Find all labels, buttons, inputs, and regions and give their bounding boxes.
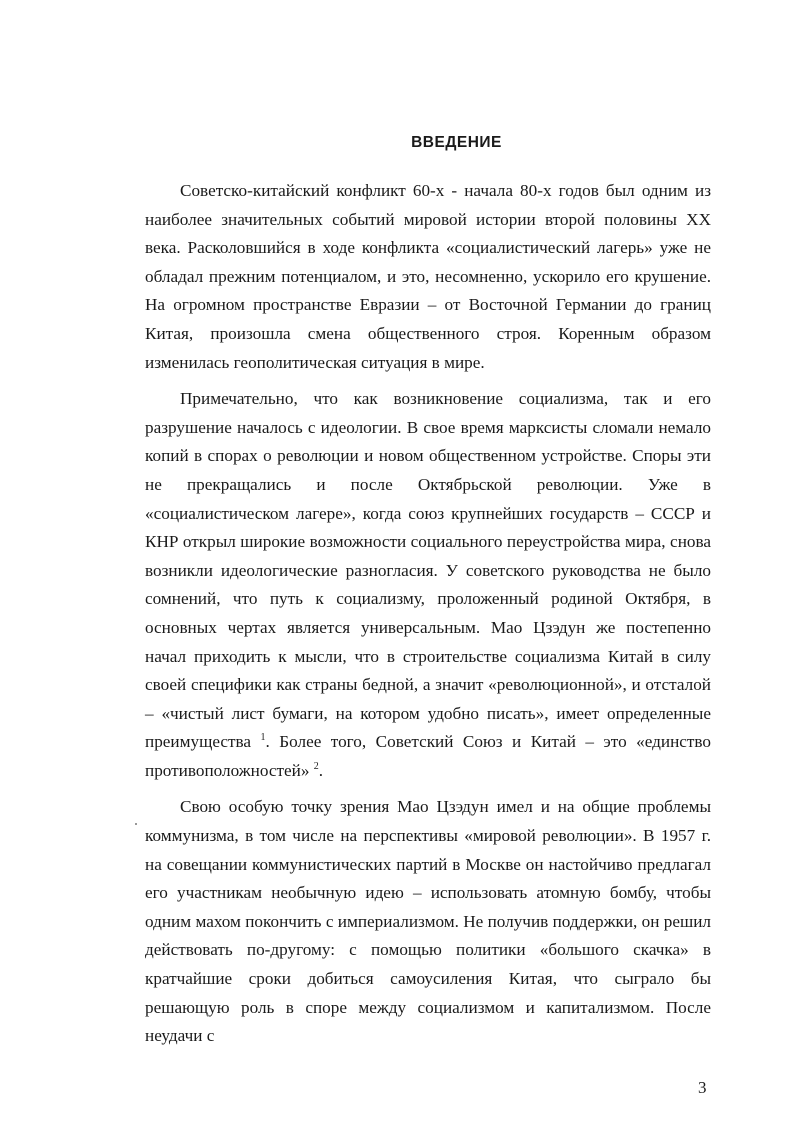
paragraph-1: Советско-китайский конфликт 60-х - начала 80-х годов был одним из наиболее значительных событий мировой истории второй половины XX века. Расколовшийся в ходе конфликта «социалистический лагерь» уже не обладал прежним потенциалом, и это, несомненно, ускорило его крушение. На огромном пространстве Евразии – от Восточной Германии до границ Китая, произошла смена общественного строя. Коренным образом изменилась геополитическая ситуация в мире. (145, 181, 711, 372)
paragraph-2-text-c: . (318, 760, 324, 780)
paragraph-2 (145, 385, 711, 785)
scan-speck (135, 823, 137, 825)
paragraph-2-text-b: . Более того, Советский Союз и Китай – это «единство противоположностей» (145, 732, 712, 780)
paragraph-2-text-a: Примечательно, что как возникновение социализма, так и его разрушение началось с идеологии. В свое время марксисты сломали немало копий в спорах о революции и новом общественном устройстве. Споры эти не прекращались и после Октябрьской революции. Уже в «социалистическом лагере», когда союз крупнейших государств – СССР и КНР открыл широкие возможности социального переустройства мира, снова возникли идеологические разногласия. У советского руководства не было сомнений, что путь к социализму, проложенный родиной Октября, в основных чертах является универсальным. Мао Цзэдун же постепенно начал приходить к мысли, что в строительстве социализма Китай в силу своей специфики как страны бедной, а значит «революционной», и отсталой – «чистый лист бумаги, на котором удобно писать», имеет определенные преимущества (145, 389, 711, 752)
footnote-ref-1: 1 (260, 732, 266, 744)
paragraph-3: Свою особую точку зрения Мао Цзэдун имел и на общие проблемы коммунизма, в том числе на перспективы «мировой революции». В 1957 г. на совещании коммунистических партий в Москве он настойчиво предлагал его участникам необычную идею – использовать атомную бомбу, чтобы одним махом покончить с империализмом. Не получив поддержки, он решил действовать по-другому: с помощью политики «большого скачка» в кратчайшие сроки добиться самоусиления Китая, что сыграло бы решающую роль в споре между социализмом и капитализмом. После неудачи с (145, 797, 711, 1046)
footnote-ref-2: 2 (313, 760, 319, 772)
page-title: ВВЕДЕНИЕ (411, 134, 502, 151)
document-body (145, 177, 711, 1051)
page-number: 3 (698, 1078, 707, 1097)
